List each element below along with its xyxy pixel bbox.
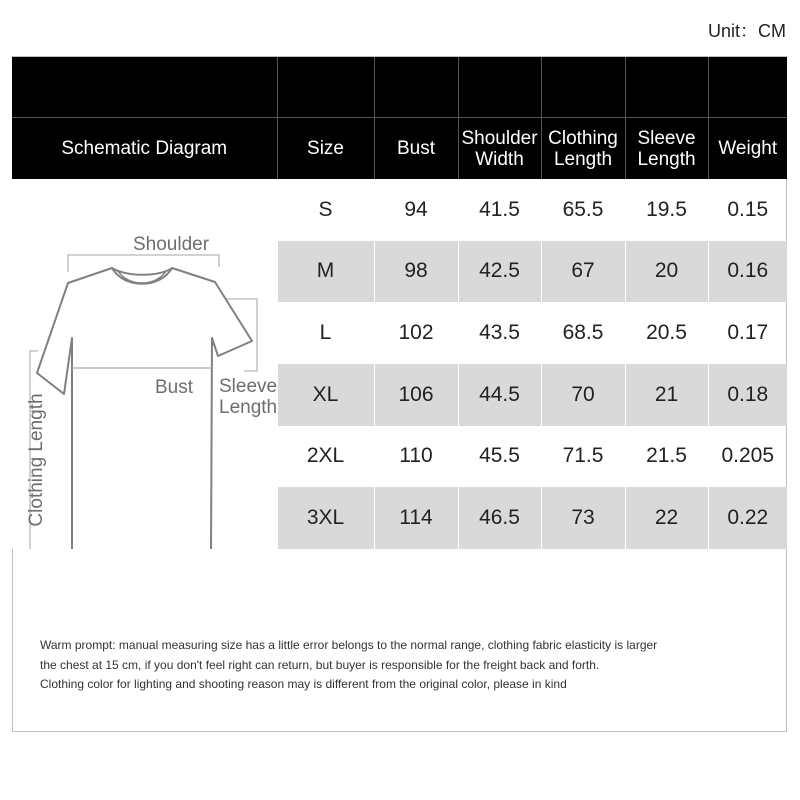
diagram-label-shoulder: Shoulder [133,234,210,255]
header-schematic-diagram: Schematic Diagram [12,118,277,180]
cell-clothing-length: 73 [541,487,625,549]
schematic-diagram [12,179,277,549]
cell-weight: 0.205 [708,426,787,488]
cell-shoulder-width: 44.5 [458,364,541,426]
cell-weight: 0.16 [708,241,787,303]
cell-bust: 94 [374,179,458,241]
header-bust: Bust [374,118,458,180]
header-clothing-length: Clothing Length [541,118,625,180]
size-chart-table [12,57,787,549]
cell-sleeve-length: 22 [625,487,708,549]
note-line: the chest at 15 cm, if you don't feel right can return, but buyer is responsible for the freight back and forth. [40,657,600,672]
diagram-label-bust: Bust [155,377,194,398]
unit-label: Unit：CM [707,21,786,41]
header-weight: Weight [708,118,787,180]
cell-sleeve-length: 19.5 [625,179,708,241]
cell-clothing-length: 65.5 [541,179,625,241]
cell-weight: 0.15 [708,179,787,241]
cell-weight: 0.17 [708,302,787,364]
cell-size: M [277,241,374,303]
cell-size: 2XL [277,426,374,488]
header-row [12,118,787,180]
diagram-label-clothing-length: Clothing Length [26,393,47,527]
header-size: Size [277,118,374,180]
cell-size: XL [277,364,374,426]
cell-bust: 102 [374,302,458,364]
cell-shoulder-width: 43.5 [458,302,541,364]
cell-weight: 0.22 [708,487,787,549]
cell-size: 3XL [277,487,374,549]
cell-sleeve-length: 20 [625,241,708,303]
cell-size: S [277,179,374,241]
cell-bust: 110 [374,426,458,488]
note-line: Warm prompt: manual measuring size has a little error belongs to the normal range, clothing fabric elasticity is larger [40,638,658,652]
header-shoulder-width: Shoulder Width [458,118,541,180]
cell-clothing-length: 71.5 [541,426,625,488]
cell-size: L [277,302,374,364]
header-top-band [12,57,787,118]
cell-bust: 106 [374,364,458,426]
diagram-label-sleeve-length: Sleeve Length [219,376,278,418]
cell-bust: 114 [374,487,458,549]
cell-shoulder-width: 42.5 [458,241,541,303]
cell-shoulder-width: 45.5 [458,426,541,488]
note-line: Clothing color for lighting and shooting reason may is different from the original color, please in kind [40,677,567,691]
cell-sleeve-length: 21 [625,364,708,426]
cell-clothing-length: 68.5 [541,302,625,364]
table-row [12,179,787,241]
cell-clothing-length: 70 [541,364,625,426]
cell-clothing-length: 67 [541,241,625,303]
cell-sleeve-length: 21.5 [625,426,708,488]
cell-weight: 0.18 [708,364,787,426]
cell-shoulder-width: 41.5 [458,179,541,241]
warm-prompt-notes [40,636,760,695]
cell-sleeve-length: 20.5 [625,302,708,364]
header-sleeve-length: Sleeve Length [625,118,708,180]
cell-bust: 98 [374,241,458,303]
cell-shoulder-width: 46.5 [458,487,541,549]
